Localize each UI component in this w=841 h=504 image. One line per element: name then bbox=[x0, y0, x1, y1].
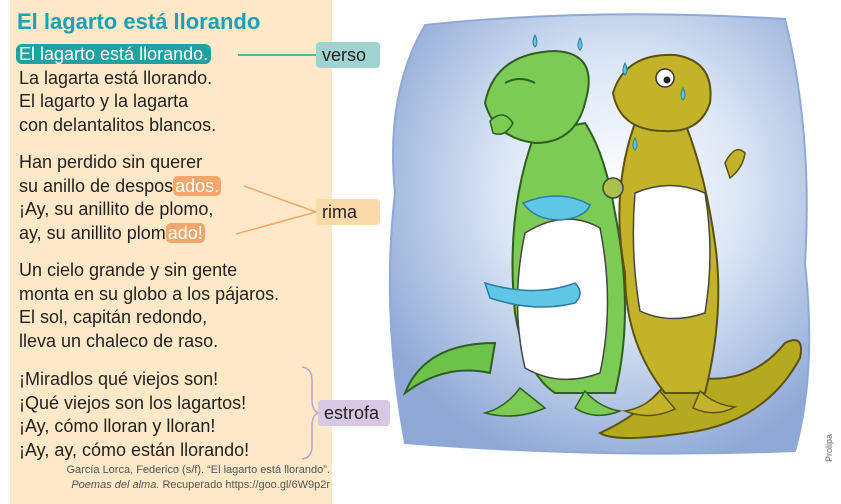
verse-line: Un cielo grande y sin gente bbox=[19, 260, 238, 280]
verse-line: La lagarta está llorando. bbox=[19, 67, 213, 88]
verse-line: Han perdido sin querer bbox=[19, 152, 203, 172]
rhyme-highlight: ado! bbox=[167, 222, 203, 243]
estrofa-brace bbox=[302, 367, 318, 459]
rima-label: rima bbox=[316, 199, 380, 225]
verse-line: ¡Ay, su anillito de plomo, bbox=[19, 199, 214, 219]
poem-title: El lagarto está llorando bbox=[17, 9, 261, 34]
crying-lizards-illustration bbox=[385, 13, 817, 455]
verse-line: El lagarto y la lagarta bbox=[19, 91, 189, 111]
verse-line: con delantalitos blancos. bbox=[19, 114, 217, 135]
citation-line-2: Poemas del alma. Recuperado https://goo.gl/6W9p2r bbox=[71, 479, 330, 491]
verse-line: ¡Qué viejos son los lagartos! bbox=[19, 392, 247, 413]
estrofa-label: estrofa bbox=[318, 400, 390, 426]
verse-line: su anillo de despos ados. bbox=[19, 175, 220, 196]
verse-line: ¡Ay, cómo lloran y lloran! bbox=[19, 416, 216, 436]
verse-line: monta en su globo a los pájaros. bbox=[19, 283, 280, 304]
verse-line: lleva un chaleco de raso. bbox=[19, 330, 219, 351]
rima-connector-top bbox=[244, 186, 316, 212]
illustrator-credit: Prolipa bbox=[824, 433, 834, 462]
rima-connector-bottom bbox=[236, 212, 316, 234]
verse-line: El sol, capitán redondo, bbox=[19, 307, 208, 327]
rhyme-highlight: ados. bbox=[175, 175, 220, 196]
verso-highlight: El lagarto está llorando. bbox=[16, 44, 211, 64]
verse-line: ay, su anillito plom ado! bbox=[19, 222, 203, 243]
verso-label: verso bbox=[316, 42, 380, 68]
verse-line: ¡Ay, ay, cómo están llorando! bbox=[19, 439, 250, 460]
citation-line-1: García Lorca, Federico (s/f). “El lagarto está llorando”. bbox=[66, 464, 330, 476]
right-lizard-apron bbox=[633, 186, 710, 319]
citation bbox=[30, 463, 330, 493]
held-hands bbox=[603, 178, 623, 198]
right-lizard-pupil bbox=[664, 77, 671, 84]
verse-line: ¡Miradlos qué viejos son! bbox=[19, 369, 219, 389]
